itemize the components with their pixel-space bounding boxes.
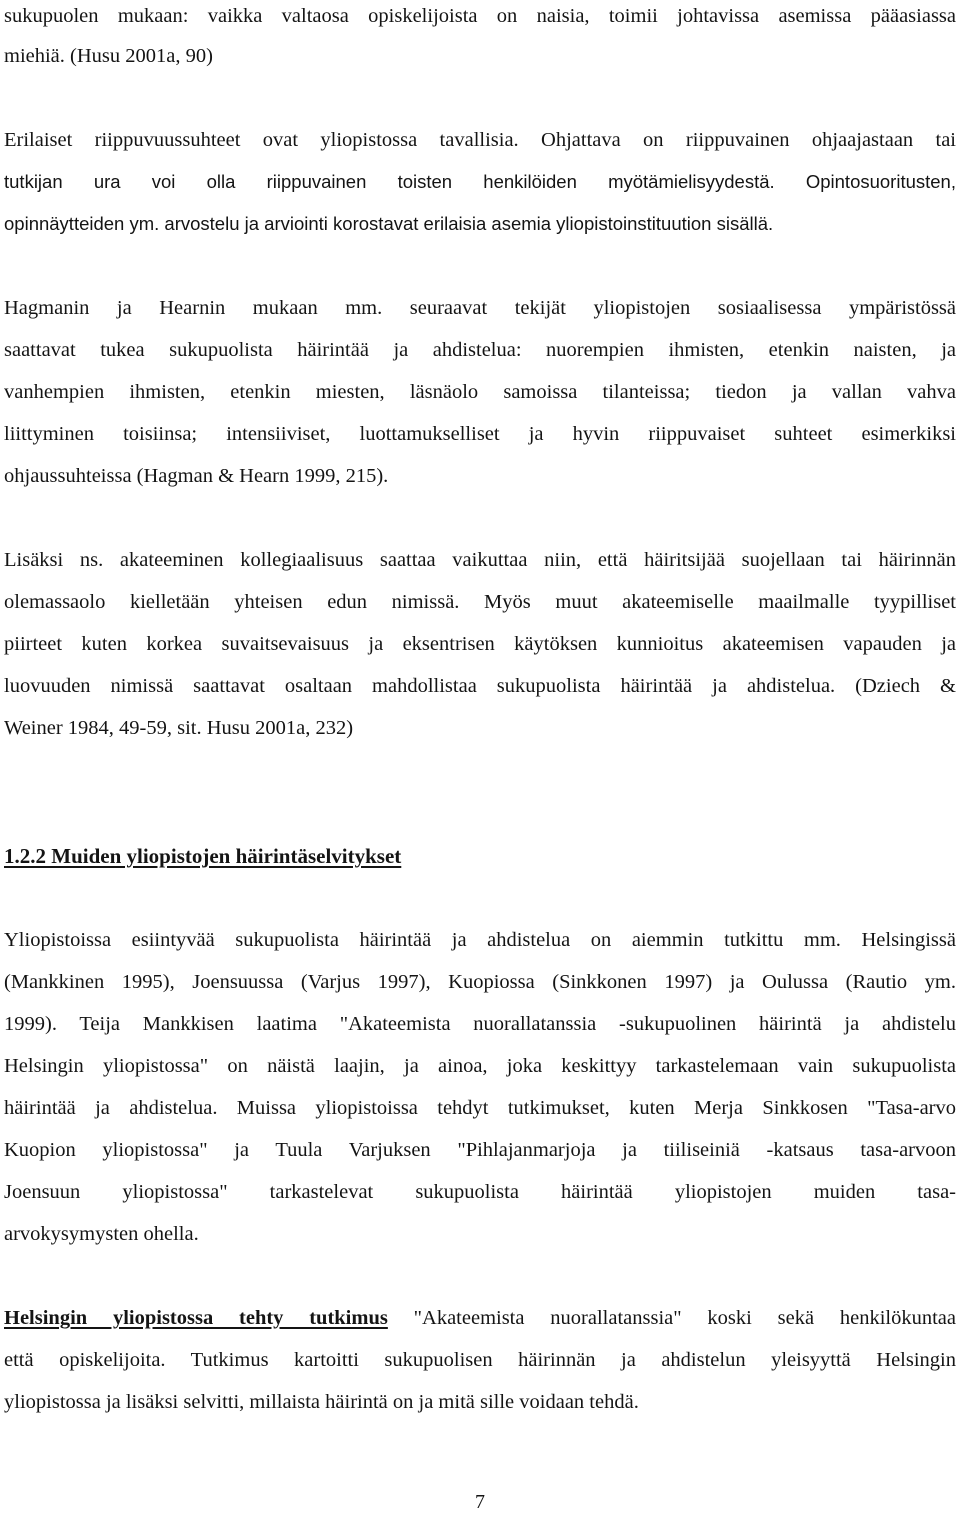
paragraph-3-line-4: liittyminen toisiinsa; intensiiviset, luottamukselliset ja hyvin riippuvaiset suhteet esimerkiksi xyxy=(4,423,956,445)
paragraph-5-line-1: Yliopistoissa esiintyvää sukupuolista häirintää ja ahdistelua on aiemmin tutkittu mm. Helsingissä xyxy=(4,929,956,951)
paragraph-1-line-1: sukupuolen mukaan: vaikka valtaosa opiskelijoista on naisia, toimii johtavissa asemissa pääasiassa xyxy=(4,5,956,27)
paragraph-5-line-8: arvokysymysten ohella. xyxy=(4,1223,199,1245)
paragraph-4-line-5: Weiner 1984, 49-59, sit. Husu 2001a, 232) xyxy=(4,717,354,739)
paragraph-2-line-3: opinnäytteiden ym. arvostelu ja arviointi korostavat erilaisia asemia yliopistoinstituution sisällä. xyxy=(4,213,774,234)
paragraph-4-line-2: olemassaolo kielletään yhteisen edun nimissä. Myös muut akateemiselle maailmalle tyypilliset xyxy=(4,591,956,613)
paragraph-3-line-1: Hagmanin ja Hearnin mukaan mm. seuraavat tekijät yliopistojen sosiaalisessa ympäristössä xyxy=(4,297,956,319)
paragraph-6-line-1 xyxy=(4,1304,956,1332)
paragraph-4-line-1: Lisäksi ns. akateeminen kollegiaalisuus saattaa vaikuttaa niin, että häiritsijää suojellaan tai häirinnän xyxy=(4,549,956,571)
paragraph-3-line-5: ohjaussuhteissa (Hagman & Hearn 1999, 215). xyxy=(4,465,389,487)
paragraph-5-line-4: Helsingin yliopistossa" on näistä laajin, ja ainoa, joka keskittyy tarkastelemaan vain sukupuolista xyxy=(4,1055,956,1077)
paragraph-6-bold-lead: Helsingin yliopistossa tehty tutkimus xyxy=(4,1307,388,1329)
paragraph-6-line-1-rest: "Akateemista nuorallatanssia" koski sekä henkilökuntaa xyxy=(387,1307,957,1329)
paragraph-5-line-6: Kuopion yliopistossa" ja Tuula Varjuksen "Pihlajanmarjoja ja tiiliseiniä -katsaus tasa-arvoon xyxy=(4,1139,956,1161)
paragraph-5-line-2: (Mankkinen 1995), Joensuussa (Varjus 1997), Kuopiossa (Sinkkonen 1997) ja Oulussa (Rautio ym. xyxy=(4,971,956,993)
paragraph-5-line-3: 1999). Teija Mankkisen laatima "Akateemista nuorallatanssia -sukupuolinen häirintä ja ahdistelu xyxy=(4,1013,956,1035)
paragraph-2-line-1: Erilaiset riippuvuussuhteet ovat yliopistossa tavallisia. Ohjattava on riippuvainen ohjaajastaan tai xyxy=(4,129,956,151)
section-heading: 1.2.2 Muiden yliopistojen häirintäselvitykset xyxy=(4,844,402,868)
page-number: 7 xyxy=(475,1491,485,1513)
paragraph-3-line-2: saattavat tukea sukupuolista häirintää ja ahdistelua: nuorempien ihmisten, etenkin naisten, ja xyxy=(4,339,956,361)
paragraph-5-line-7: Joensuun yliopistossa" tarkastelevat sukupuolista häirintää yliopistojen muiden tasa- xyxy=(4,1181,956,1203)
paragraph-6-line-2: että opiskelijoita. Tutkimus kartoitti sukupuolisen häirinnän ja ahdistelun yleisyyttä Helsingin xyxy=(4,1349,956,1371)
paragraph-2-line-2: tutkijan ura voi olla riippuvainen toisten henkilöiden myötämielisyydestä. Opintosuoritusten, xyxy=(4,171,956,192)
paragraph-6-line-3: yliopistossa ja lisäksi selvitti, millaista häirintä on ja mitä sille voidaan tehdä. xyxy=(4,1391,639,1413)
paragraph-5-line-5: häirintää ja ahdistelua. Muissa yliopistoissa tehdyt tutkimukset, kuten Merja Sinkkosen "Tasa-arvo xyxy=(4,1097,956,1119)
paragraph-4-line-4: luovuuden nimissä saattavat osaltaan mahdollistaa sukupuolista häirintää ja ahdistelua. (Dziech & xyxy=(4,675,956,697)
paragraph-1-line-2: miehiä. (Husu 2001a, 90) xyxy=(4,45,213,67)
paragraph-3-line-3: vanhempien ihmisten, etenkin miesten, läsnäolo samoissa tilanteissa; tiedon ja vallan vahva xyxy=(4,381,956,403)
paragraph-4-line-3: piirteet kuten korkea suvaitsevaisuus ja eksentrisen käytöksen kunnioitus akateemisen vapauden ja xyxy=(4,633,956,655)
